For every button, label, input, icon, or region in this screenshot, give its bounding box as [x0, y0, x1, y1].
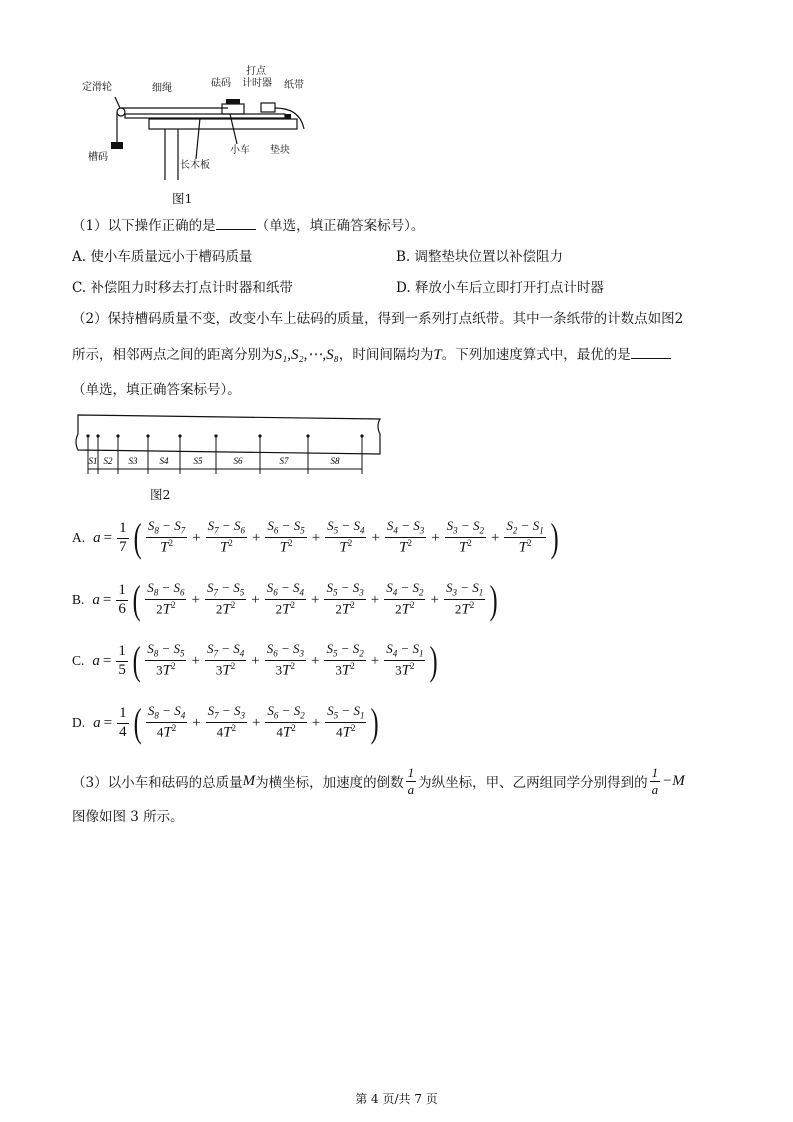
plus-sign: +: [191, 652, 200, 669]
term-fraction: [504, 519, 545, 556]
fraction-1-over-a: [650, 766, 661, 796]
segment-label-s5: S5: [193, 456, 203, 466]
term-denominator: [517, 538, 534, 556]
segment-label-s6: S6: [233, 456, 243, 466]
figure1-apparatus-diagram: [80, 64, 310, 184]
q2-text: ，时间间隔均为: [338, 347, 434, 363]
plus-sign: +: [370, 591, 380, 608]
exponent: 2: [228, 538, 233, 549]
term-denominator: [218, 538, 235, 556]
segment-label-s7: S7: [279, 456, 289, 466]
subscript: 7: [214, 526, 219, 537]
term-fraction: [205, 581, 246, 618]
symbol-a: a: [93, 714, 101, 731]
term-fraction: [325, 519, 366, 556]
den-coef: 4: [276, 724, 283, 740]
subscript: 3: [240, 711, 245, 722]
den-coef: 4: [336, 724, 343, 740]
frac-den: 5: [118, 661, 126, 678]
plus-sign: +: [192, 529, 201, 546]
term-denominator: [154, 661, 177, 679]
den-coef: 3: [156, 662, 163, 678]
term-fraction: [444, 581, 485, 618]
subscript: 3: [452, 588, 457, 599]
symbol-t: T: [399, 539, 408, 556]
term-denominator: [154, 600, 177, 618]
option-text: 调整垫块位置以补偿阻力: [414, 249, 564, 265]
exponent: 2: [171, 661, 176, 672]
q1-option-a: [72, 245, 252, 265]
term-denominator: [333, 600, 356, 618]
subscript: 8: [154, 711, 159, 722]
q1-option-b: [396, 245, 563, 265]
formula-option-a: [72, 515, 561, 560]
count-point: [258, 434, 261, 437]
term-denominator: [278, 538, 295, 556]
term-denominator: [457, 538, 474, 556]
term-fraction: [324, 642, 365, 679]
den-coef: 4: [156, 724, 164, 740]
right-paren: ): [371, 700, 380, 745]
frac-num: 1: [117, 521, 129, 539]
term-fraction: [265, 519, 306, 556]
equals-sign: =: [102, 591, 112, 608]
exponent: 2: [231, 723, 236, 734]
figure1-caption: 图1: [172, 191, 193, 206]
q2-line1: （2）保持槽码质量不变，改变小车上砝码的质量，得到一系列打点纸带。其中一条纸带的计数点如图2: [72, 311, 684, 327]
term-fraction: [146, 519, 187, 556]
plus-sign: +: [370, 652, 380, 669]
label-tape: 纸带: [284, 80, 304, 91]
option-text: 使小车质量远小于槽码质量: [90, 249, 253, 265]
term-denominator: [214, 600, 237, 618]
term-numerator: $S_5 - S_4$: [325, 519, 366, 538]
term-fraction: [384, 642, 425, 679]
symbol-t: T: [163, 724, 172, 741]
symbol-a: a: [92, 591, 100, 608]
term-denominator: [453, 600, 476, 618]
q3-symbol-m: M: [242, 772, 256, 789]
equals-sign: =: [102, 652, 112, 669]
symbol-t: T: [341, 601, 351, 618]
symbol-t: T: [401, 601, 410, 618]
q2-answer-blank: [631, 346, 671, 359]
term-numerator: $S_8 - S_7$: [146, 519, 187, 538]
term-numerator: $S_7 - S_6$: [206, 519, 247, 538]
subscript: 4: [393, 526, 398, 537]
term-denominator: [393, 600, 416, 618]
fraction-1-over-a: [406, 766, 417, 796]
right-paren: ): [550, 515, 559, 560]
exponent: 2: [291, 723, 296, 734]
q2-text: 所示，相邻两点之间的距离分别为: [72, 347, 275, 363]
option-label: D.: [396, 280, 411, 296]
symbol-t: T: [162, 662, 171, 679]
count-point: [306, 434, 309, 437]
term-denominator: [397, 538, 414, 556]
q1-stem-before: （1）以下操作正确的是: [72, 218, 216, 234]
label-timer-2: 计时器: [242, 78, 272, 89]
subscript: 3: [299, 649, 304, 660]
symbol-a: a: [92, 652, 100, 669]
count-point: [86, 434, 89, 437]
right-paren: ): [430, 638, 439, 683]
subscript: 7: [213, 649, 218, 660]
symbol-t: T: [160, 539, 169, 556]
symbol-t: T: [282, 601, 291, 618]
term-numerator: $S_6 - S_2$: [265, 704, 306, 723]
segment-label-s8: S8: [330, 456, 340, 466]
subscript: 5: [332, 588, 338, 599]
formula-label: D.: [72, 715, 86, 730]
q3-text: 为纵坐标，甲、乙两组同学分别得到的: [418, 775, 648, 792]
q1-stem: [72, 214, 424, 234]
coefficient-fraction: [117, 706, 129, 741]
left-paren: (: [133, 515, 142, 560]
subscript: 2: [300, 711, 305, 722]
subscript: 2: [359, 649, 364, 660]
count-point: [360, 434, 363, 437]
exponent: 2: [171, 600, 176, 611]
subscript: 6: [179, 588, 185, 599]
symbol-t: T: [279, 539, 288, 556]
left-paren: (: [132, 577, 141, 622]
subscript: 4: [359, 526, 365, 537]
symbol-t: T: [282, 724, 292, 741]
term-fraction: [445, 519, 486, 556]
count-point: [96, 434, 99, 437]
term-fraction: [265, 704, 306, 741]
term-denominator: [337, 538, 354, 556]
segment-label-s3: S3: [128, 456, 138, 466]
term-fraction: [205, 642, 246, 679]
subscript: 5: [332, 649, 338, 660]
term-numerator: $S_8 - S_4$: [146, 704, 187, 723]
term-numerator: $S_3 - S_1$: [444, 581, 485, 600]
left-paren: (: [132, 638, 141, 683]
subscript: 5: [333, 711, 339, 722]
subscript: 6: [240, 526, 245, 537]
q3-line1: [72, 766, 685, 796]
exponent: 2: [287, 538, 293, 549]
term-fraction: [384, 581, 425, 618]
count-point: [146, 434, 149, 437]
symbol-t: T: [222, 662, 231, 679]
option-label: B.: [396, 249, 411, 265]
paper-tape: [76, 415, 380, 454]
exponent: 2: [290, 661, 295, 672]
subscript: 3: [359, 588, 364, 599]
term-numerator: $S_4 - S_1$: [384, 642, 425, 661]
exponent: 2: [290, 600, 295, 611]
frac-num: 1: [116, 644, 128, 662]
term-numerator: $S_6 - S_5$: [265, 519, 306, 538]
term-denominator: [215, 723, 238, 741]
symbol-t: T: [282, 662, 291, 679]
term-denominator: [158, 538, 175, 556]
den-coef: 3: [275, 662, 283, 678]
formula-label: A.: [72, 530, 86, 545]
q2-symbols: S₁,S₂,⋯,S₈: [274, 347, 339, 363]
formula-label: C.: [72, 653, 85, 668]
figure2-caption: 图2: [150, 487, 171, 502]
term-numerator: $S_7 - S_3$: [206, 704, 247, 723]
exponent: 2: [350, 661, 355, 672]
exponent: 2: [410, 661, 415, 672]
plus-sign: +: [430, 591, 439, 608]
term-denominator: [334, 723, 357, 741]
plus-sign: +: [490, 529, 500, 546]
term-numerator: $S_6 - S_3$: [265, 642, 306, 661]
term-fraction: [206, 519, 247, 556]
symbol-a: a: [93, 529, 101, 546]
subscript: 7: [213, 588, 218, 599]
plus-sign: +: [192, 714, 201, 731]
label-pulley: 定滑轮: [82, 82, 112, 93]
exponent: 2: [171, 723, 177, 734]
term-numerator: $S_8 - S_5$: [145, 642, 186, 661]
subscript: 2: [512, 526, 518, 537]
subscript: 1: [359, 711, 365, 722]
symbol-t: T: [342, 724, 351, 741]
term-fraction: [265, 642, 306, 679]
symbol-t: T: [461, 601, 470, 618]
label-rope: 细绳: [152, 83, 172, 94]
q1-stem-after: （单选，填正确答案标号）。: [255, 218, 425, 234]
plus-sign: +: [310, 591, 320, 608]
term-fraction: [145, 581, 186, 618]
plus-sign: +: [251, 591, 260, 608]
term-denominator: [393, 661, 416, 679]
count-point: [116, 434, 119, 437]
subscript: 4: [239, 649, 245, 660]
plus-sign: +: [251, 529, 261, 546]
subscript: 1: [478, 588, 484, 599]
exponent: 2: [230, 600, 236, 611]
option-text: 释放小车后立即打开打点计时器: [414, 280, 604, 296]
term-numerator: $S_2 - S_1$: [504, 519, 545, 538]
subscript: 1: [539, 526, 544, 537]
term-fraction: [325, 704, 366, 741]
option-label: A.: [72, 249, 87, 265]
subscript: 6: [273, 649, 278, 660]
term-numerator: $S_5 - S_1$: [325, 704, 366, 723]
symbol-t: T: [401, 662, 410, 679]
label-hook-weight: 槽码: [88, 152, 108, 163]
exponent: 2: [467, 538, 472, 549]
term-denominator: [155, 723, 178, 741]
term-denominator: [214, 661, 237, 679]
subscript: 2: [479, 526, 484, 537]
frac-num: 1: [117, 706, 129, 724]
symbol-t: T: [339, 539, 348, 556]
subscript: 8: [154, 526, 159, 537]
frac-den: 6: [118, 600, 126, 617]
den-coef: 4: [216, 724, 224, 740]
exponent: 2: [350, 723, 356, 734]
option-label: C.: [72, 280, 87, 296]
plus-sign: +: [431, 529, 440, 546]
equals-sign: =: [103, 714, 113, 731]
q3-text: 为横坐标，加速度的倒数: [255, 775, 404, 792]
symbol-t: T: [341, 662, 351, 679]
q1-option-d: [396, 276, 604, 296]
term-numerator: $S_4 - S_2$: [384, 581, 425, 600]
equals-sign: =: [103, 529, 113, 546]
q3-line2: 图像如图 3 所示。: [72, 809, 184, 825]
term-numerator: $S_8 - S_6$: [145, 581, 186, 600]
frac-den: a: [407, 781, 415, 797]
subscript: 3: [419, 526, 425, 537]
term-numerator: $S_5 - S_2$: [324, 642, 365, 661]
formula-label: B.: [72, 592, 85, 607]
label-timer-1: 打点: [246, 66, 266, 77]
figure2-tape-diagram: [72, 412, 387, 480]
subscript: 3: [453, 526, 458, 537]
term-denominator: [333, 661, 356, 679]
subscript: 4: [299, 588, 304, 599]
term-fraction: [145, 642, 186, 679]
subscript: 5: [300, 526, 305, 537]
term-denominator: [274, 600, 297, 618]
subscript: 4: [392, 649, 398, 660]
coefficient-fraction: [117, 521, 129, 556]
exponent: 2: [407, 538, 412, 549]
symbol-t: T: [222, 601, 231, 618]
subscript: 5: [179, 649, 185, 660]
frac-num: 1: [116, 583, 128, 601]
page-footer: 第 4 页/共 7 页: [355, 1092, 438, 1106]
subscript: 6: [273, 526, 279, 537]
label-block: 垫块: [270, 145, 290, 156]
term-denominator: [274, 661, 297, 679]
subscript: 2: [418, 588, 424, 599]
term-numerator: $S_4 - S_3$: [385, 519, 426, 538]
label-board: 长木板: [180, 160, 210, 171]
subscript: 6: [273, 588, 278, 599]
exponent: 2: [168, 538, 173, 549]
exponent: 2: [230, 661, 236, 672]
den-coef: 3: [395, 662, 402, 678]
den-coef: 3: [215, 662, 223, 678]
formula-option-d: [72, 700, 382, 745]
term-numerator: $S_5 - S_3$: [324, 581, 365, 600]
segment-label-s4: S4: [159, 456, 169, 466]
formula-option-c: [72, 638, 441, 683]
frac-den: 4: [119, 723, 127, 740]
den-coef: 2: [156, 601, 163, 617]
term-numerator: $S_6 - S_4$: [265, 581, 306, 600]
label-weight: 砝码: [211, 78, 231, 89]
coefficient-fraction: [116, 583, 128, 618]
symbol-t: T: [162, 601, 171, 618]
symbol-t: T: [518, 539, 527, 556]
symbol-t: T: [458, 539, 468, 556]
frac-num: 1: [407, 765, 415, 780]
den-coef: 2: [395, 601, 402, 617]
exponent: 2: [469, 600, 475, 611]
formula-option-b: [72, 577, 501, 622]
count-point: [214, 434, 217, 437]
plus-sign: +: [311, 529, 321, 546]
subscript: 5: [239, 588, 245, 599]
plus-sign: +: [311, 714, 321, 731]
subscript: 8: [153, 649, 159, 660]
q2-line2: [72, 343, 671, 364]
term-numerator: $S_7 - S_4$: [205, 642, 246, 661]
frac-num: 1: [651, 765, 659, 780]
term-fraction: [146, 704, 187, 741]
q3-symbol-m: −M: [662, 772, 685, 789]
q2-symbol-t: T: [433, 347, 442, 363]
plus-sign: +: [191, 591, 200, 608]
subscript: 6: [273, 711, 279, 722]
exponent: 2: [347, 538, 353, 549]
segment-label-s1: S1: [88, 456, 98, 466]
q2-line3: （单选，填正确答案标号）。: [72, 382, 241, 398]
frac-den: a: [651, 781, 659, 797]
den-coef: 3: [335, 662, 342, 678]
term-numerator: $S_3 - S_2$: [445, 519, 486, 538]
den-coef: 2: [275, 601, 283, 617]
plus-sign: +: [371, 529, 380, 546]
q1-answer-blank: [216, 217, 256, 230]
left-paren: (: [133, 700, 142, 745]
subscript: 8: [153, 588, 159, 599]
den-coef: 2: [335, 601, 342, 617]
term-numerator: $S_7 - S_5$: [205, 581, 246, 600]
segment-label-s2: S2: [103, 456, 113, 466]
subscript: 5: [333, 526, 339, 537]
term-fraction: [206, 704, 247, 741]
exponent: 2: [526, 538, 532, 549]
q3-text: （3）以小车和砝码的总质量: [72, 775, 243, 792]
subscript: 7: [214, 711, 219, 722]
exponent: 2: [410, 600, 415, 611]
subscript: 1: [418, 649, 424, 660]
option-text: 补偿阻力时移去打点计时器和纸带: [90, 280, 293, 296]
right-paren: ): [489, 577, 498, 622]
subscript: 4: [180, 711, 186, 722]
plus-sign: +: [251, 652, 260, 669]
coefficient-fraction: [116, 644, 128, 679]
term-fraction: [385, 519, 426, 556]
symbol-t: T: [223, 724, 232, 741]
plus-sign: +: [310, 652, 320, 669]
term-fraction: [265, 581, 306, 618]
count-point: [178, 434, 181, 437]
term-denominator: [274, 723, 297, 741]
den-coef: 2: [454, 601, 462, 617]
q2-text: 。下列加速度算式中，最优的是: [441, 347, 631, 363]
label-cart: 小车: [230, 145, 250, 156]
plus-sign: +: [251, 714, 261, 731]
q1-option-c: [72, 276, 293, 296]
den-coef: 2: [215, 601, 223, 617]
term-fraction: [324, 581, 365, 618]
exponent: 2: [350, 600, 355, 611]
frac-den: 7: [119, 538, 127, 555]
subscript: 4: [392, 588, 398, 599]
symbol-t: T: [219, 539, 229, 556]
subscript: 7: [180, 526, 186, 537]
